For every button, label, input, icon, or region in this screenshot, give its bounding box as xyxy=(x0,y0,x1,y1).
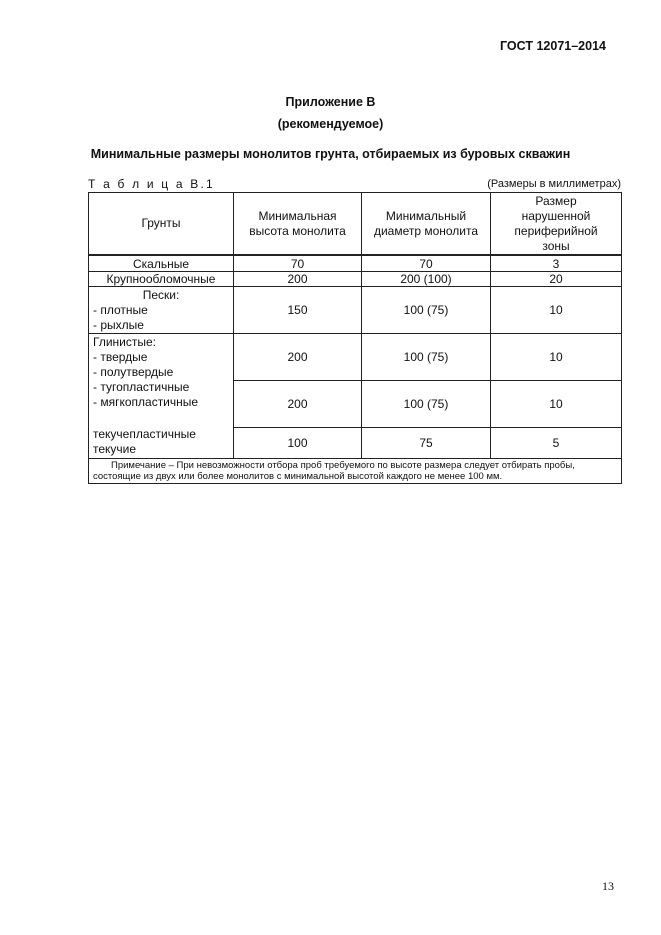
col-header-diameter: Минимальный диаметр монолита xyxy=(362,193,491,256)
min-diameter: 70 xyxy=(362,255,491,272)
table-row xyxy=(89,272,622,287)
col-header-height: Минимальная высота монолита xyxy=(234,193,362,256)
soil-name: Крупнообломочные xyxy=(89,272,234,287)
table-units: (Размеры в миллиметрах) xyxy=(487,178,621,190)
page-number: 13 xyxy=(602,879,614,893)
zone-size: 10 xyxy=(491,287,622,334)
min-diameter: 100 (75) xyxy=(362,287,491,334)
min-height: 70 xyxy=(234,255,362,272)
standard-number: ГОСТ 12071–2014 xyxy=(500,39,606,53)
appendix-heading: Минимальные размеры монолитов грунта, отбираемых из буровых скважин xyxy=(90,147,571,161)
appendix-status: (рекомендуемое) xyxy=(277,117,384,131)
table-note: Примечание – При невозможности отбора проб требуемого по высоте размера следует отбирать пробы, состоящие из двух или более монолитов с минимальной высотой каждого не менее 100 мм. xyxy=(89,459,622,484)
soil-name: Глинистые: - твердые - полутвердые - тугопластичные - мягкопластичные текучепластичные текучие xyxy=(89,334,234,459)
min-height: 200 xyxy=(234,334,362,381)
soil-monolith-table xyxy=(88,192,622,484)
table-header-row xyxy=(89,193,622,256)
table-row xyxy=(89,334,622,381)
min-diameter: 100 (75) xyxy=(362,334,491,381)
min-height: 150 xyxy=(234,287,362,334)
min-height: 100 xyxy=(234,428,362,459)
table-note-row xyxy=(89,459,622,484)
appendix-title: Приложение В xyxy=(285,95,376,109)
zone-size: 3 xyxy=(491,255,622,272)
min-height: 200 xyxy=(234,381,362,428)
table-row xyxy=(89,287,622,334)
col-header-zone: Размер нарушенной периферийной зоны xyxy=(491,193,622,256)
table-label: Т а б л и ц а В.1 xyxy=(88,177,215,191)
min-diameter: 75 xyxy=(362,428,491,459)
soil-name: Скальные xyxy=(89,255,234,272)
col-header-soil: Грунты xyxy=(89,193,234,256)
zone-size: 10 xyxy=(491,334,622,381)
min-height: 200 xyxy=(234,272,362,287)
table-row xyxy=(89,255,622,272)
zone-size: 20 xyxy=(491,272,622,287)
zone-size: 5 xyxy=(491,428,622,459)
min-diameter: 100 (75) xyxy=(362,381,491,428)
soil-name: Пески: - плотные - рыхлые xyxy=(89,287,234,334)
min-diameter: 200 (100) xyxy=(362,272,491,287)
zone-size: 10 xyxy=(491,381,622,428)
